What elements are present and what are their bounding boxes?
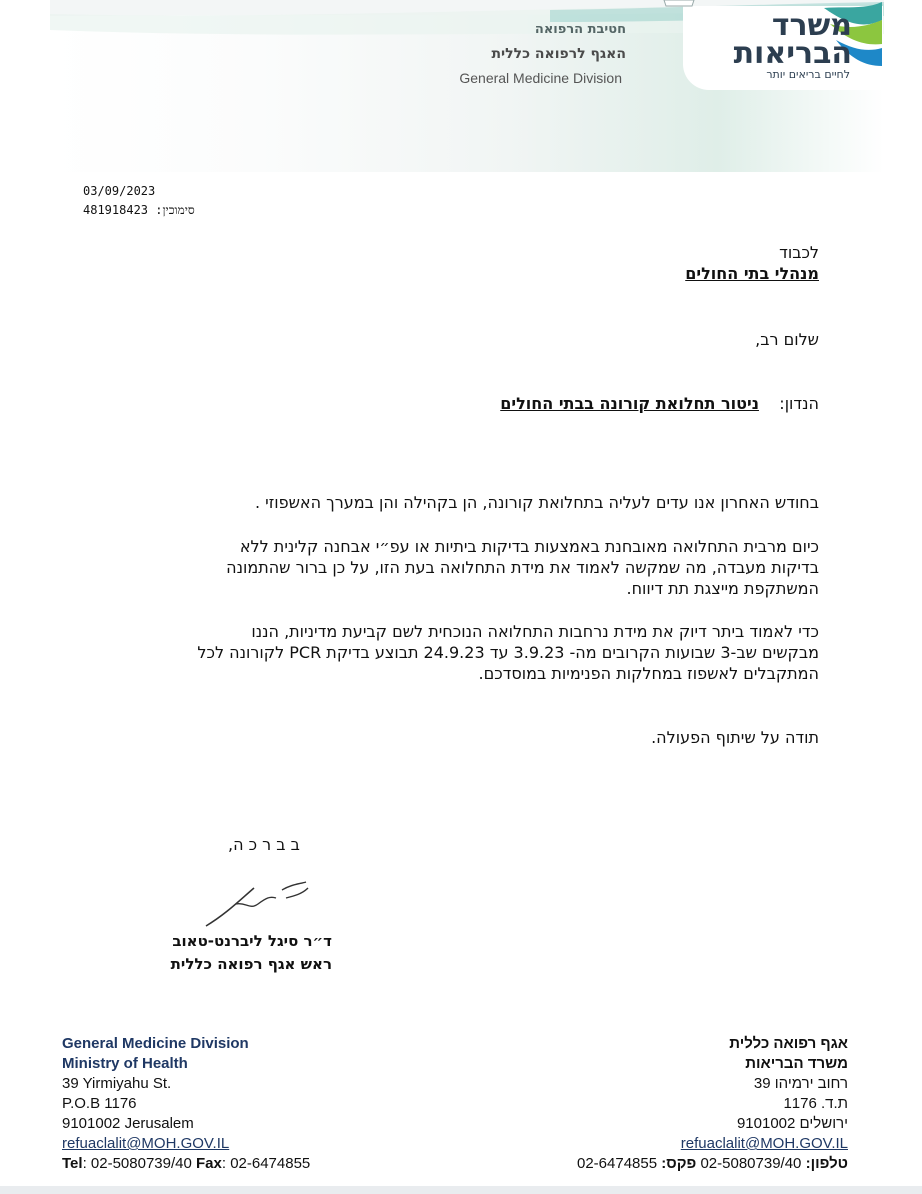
ministry-logo-title: משרד הבריאות — [733, 8, 852, 71]
greeting: שלום רב, — [755, 330, 819, 349]
shield-icon — [662, 0, 696, 8]
paragraph-1: בחודש האחרון אנו עדים לעליה בתחלואת קורונה, הן בקהילה והן במערך האשפוזי . — [254, 493, 819, 512]
signatory-name: ד״ר סיגל ליברנט-טאוב — [172, 932, 332, 950]
signatory-title: ראש אגף רפואה כללית — [170, 955, 332, 973]
ministry-logo-slogan: לחיים בריאים יותר — [766, 68, 850, 81]
page-bottom-edge — [0, 1186, 922, 1194]
reference-number: 481918423 :סימוכין — [83, 203, 195, 217]
paragraph-3: כדי לאמוד ביתר דיוק את מידת נרחבות התחלואה הנוכחית לשם קביעת מדיניות, הננו מבקשים שב-3 שבועות הקרובים מה- 3.9.23 עד 24.9.23 תבוצע בדיקת PCR לקורונה לכל המתקבלים לאשפוז במחלקות הפנימיות במוסדכם. — [197, 622, 819, 683]
subject-line — [500, 394, 819, 413]
footer-phone-fax-hebrew: טלפון: 02-5080739/40 פקס: 02-6474855 — [576, 1155, 848, 1172]
letter-date: 03/09/2023 — [83, 184, 156, 198]
closing: ב ב ר כ ה, — [228, 835, 300, 854]
thanks-line: תודה על שיתוף הפעולה. — [651, 728, 819, 747]
footer-email-link-hebrew[interactable]: refuaclalit@MOH.GOV.IL — [680, 1135, 848, 1152]
paragraph-2: כיום מרבית התחלואה מאובחנת באמצעות בדיקות ביתיות או עפ״י אבחנה קלינית ללא בדיקות מעבדה, מה שמקשה לאמוד את מידת התחלואה בעת הזו, על כן ברור שהתמונה המשתקפת מייצגת תת דיווח. — [226, 537, 819, 598]
department-name-hebrew: האגף לרפואה כללית — [491, 46, 626, 62]
footer-email-link[interactable]: refuaclalit@MOH.GOV.IL — [62, 1135, 230, 1152]
department-name-english: General Medicine Division — [459, 70, 622, 86]
recipient-name: מנהלי בתי החולים — [685, 264, 819, 283]
footer-phone-fax: Tel: 02-5080739/40 Fax: 02-6474855 — [62, 1155, 311, 1172]
handwritten-signature — [196, 874, 316, 932]
division-name-hebrew: חטיבת הרפואה — [534, 22, 626, 37]
footer-hebrew: אגף רפואה כללית משרד הבריאות רחוב ירמיהו 39 ת.ד. 1176 ירושלים 9101002 refuaclalit@MOH.GOV.IL טלפון: 02-5080739/40 פקס: 02-6474855 — [576, 1035, 848, 1172]
subject-text: ניטור תחלואת קורונה בבתי החולים — [500, 394, 759, 413]
subject-label: הנדון: — [779, 394, 819, 413]
footer-english: General Medicine Division Ministry of Health 39 Yirmiyahu St. P.O.B 1176 9101002 Jerusalem refuaclalit@MOH.GOV.IL Tel: 02-5080739/40 Fax: 02-6474855 — [62, 1035, 311, 1172]
to-label: לכבוד — [779, 243, 819, 262]
